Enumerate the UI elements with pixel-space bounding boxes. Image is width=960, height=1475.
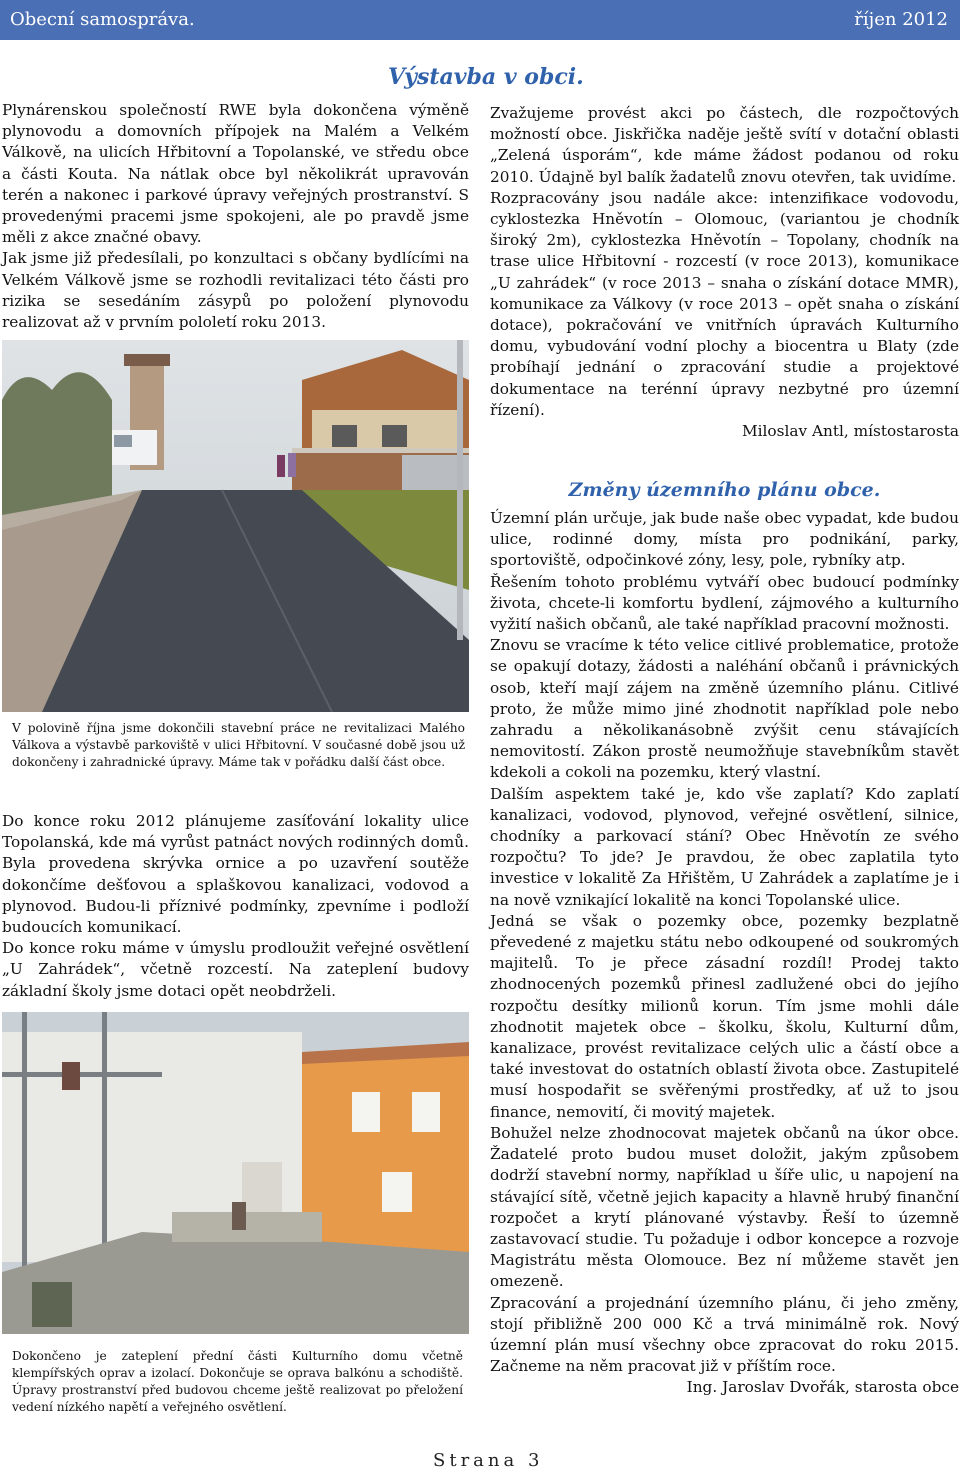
page-number: Strana 3 [433,1450,544,1471]
photo-caption: Dokončeno je zateplení přední části Kulturního domu včetně klempířských oprav a izolací. Dokončuje se oprava balkónu a schodiště. Úpravy prostranství před budovou chceme ještě realizovat po přeložení vedení nízkého napětí a veřejného osvětlení. [2,1334,467,1422]
signature: Miloslav Antl, místostarosta [741,422,959,441]
paragraph: Rozpracovány jsou nadále akce: intenzifikace vodovodu, cyklostezka Hněvotín – Olomouc, (variantou je chodník široký 2m), cyklostezka Hněvotín – Topolany, chodník na trase ulice Hřbitovní - rozcestí (v roce 2013), komunikace „U zahrádek“ (v roce 2013 – snaha o získání dotace MMR), komunikace za Válkovy (v roce 2013 – opět snaha o získání dotace), pokračování ve vnitřních úpravách Kulturního domu, vybudování vodní plochy a biocentra u Blaty (zde probíhají jednání o zpracování studie a projektové dokumentace na terénní úpravy nezbytné pro územní řízení). [490,188,959,419]
paragraph: Zpracování a projednání územního plánu, či jeho změny, stojí přibližně 200 000 Kč a trvá minimálně rok. Nový územní plán musí všechny obce zpracovat do roku 2015. Začneme na něm pracovat již v příštím roce. [490,1293,959,1376]
paragraph: Územní plán určuje, jak bude naše obec vypadat, kde budou ulice, rodinné domy, místa pro podnikání, parky, sportoviště, odpočinkové zóny, lesy, pole, rybníky atp. [490,509,959,570]
left-column-bottom [2,811,469,1002]
paragraph: Jak jsme již předesílali, po konzultaci s občany bydlícími na Velkém Válkově jsme se rozhodli revitalizaci této části pro rizika se sesedáním zásypů po položení plynovodu realizovat až v prvním pololetí roku 2013. [2,249,469,332]
street-photo [2,340,469,712]
paragraph: Znovu se vracíme k této velice citlivé problematice, protože se opakují dotazy, žádosti a naléhání občanů i právnických osob, kteří mají zájem na změně územního plánu. Citlivé proto, že může mimo jiné zhodnotit například pole nebo zahradu a několikanásobně zvýšit cenu stávajících nemovitostí. Zákon prostě neumožňuje stavebníkům stavět kdekoli a cokoli na pozemku, který vlastní. [490,636,959,782]
section-title: Změny územního plánu obce. [568,479,881,501]
signature: Ing. Jaroslav Dvořák, starosta obce [686,1378,959,1397]
right-column-bottom [490,508,959,1399]
paragraph: Do konce roku máme v úmyslu prodloužit veřejné osvětlení „U Zahrádek“, včetně rozcestí. Na zateplení budovy základní školy jsme dotaci opět neobdrželi. [2,939,469,1000]
paragraph: Do konce roku 2012 plánujeme zasíťování lokality ulice Topolanská, kde má vyrůst patnáct nových rodinných domů. Byla provedena skrývka ornice a po uzavření soutěže dokončíme dešťovou a splaškovou kanalizaci, vodovod a plynovod. Budou-li příznivé podmínky, zpevníme i podloží budoucích komunikací. [2,812,469,937]
paragraph: Bohužel nelze zhodnocovat majetek občanů na úkor obce. Žadatelé proto budou muset doložit, jakým způsobem dodrží stavební normy, například u šíře ulic, u napojení na stávající sítě, včetně jejich kapacity a hlavně hrubý finanční rozpočet a krytí plánované výstavby. Řeší to územně zastavovací studie. Tu požaduje i odbor koncepce a rozvoje Magistrátu města Olomouce. Bez ní můžeme stavět jen omezeně. [490,1123,959,1291]
paragraph: Dalším aspektem také je, kdo vše zaplatí? Kdo zaplatí kanalizaci, vodovod, plynovod, veřejné osvětlení, silnice, chodníky a parkovací stání? Obec Hněvotín ze svého rozpočtu? To jde? Je pravdou, že obec zaplatila tyto investice v lokalitě Za Hřištěm, U Zahrádek a zaplatíme je i na nově vznikající lokalitě na konci Topolanské ulice. [490,784,959,909]
header-section: Obecní samospráva. [10,9,195,30]
paragraph: Řešením tohoto problému vytváří obec budoucí podmínky života, chcete-li komfortu bydlení, zájmového a kulturního vyžití našich občanů, ale také například pracovní možnosti. [490,572,959,634]
page-header [0,0,960,40]
article-title: Výstavba v obci. [388,64,584,90]
left-column-top [2,100,469,333]
photo-caption: V polovině října jsme dokončili stavební práce ne revitalizaci Malého Válkova a výstavbě parkoviště v ulici Hřbitovní. V současné době jsou už dokončeny i zahradnické úpravy. Máme tak v pořádku další část obce. [2,712,467,777]
paragraph: Jedná se však o pozemky obce, pozemky bezplatně převedené z majetku státu nebo odkoupené od soukromých majitelů. To je přece zásadní rozdíl! Prodej takto zhodnocených pozemků přinesl zadlužené obci do jejího rozpočtu desítky milionů korun. Tím jsme mohli dále zhodnotit majetek obce – školku, školu, Kulturní dům, kanalizace, provést revitalizace celých ulic a částí obce a také investovat do ostatních oblastí života obce. Zastupitelé musí hospodařit se svěřenými prostředky, ať už to jsou finance, nemovití, či movitý majetek. [490,911,959,1121]
paragraph: Zvažujeme provést akci po částech, dle rozpočtových možností obce. Jiskřička naděje ještě svítí v dotační oblasti „Zelená úsporám“, kde máme žádost podanou od roku 2010. Údajně byl balík žadatelů znovu otevřen, tak uvidíme. [490,104,959,186]
right-column-top [490,103,959,442]
culture-house-photo [2,1012,469,1334]
header-date: říjen 2012 [854,9,948,30]
paragraph: Plynárenskou společností RWE byla dokončena výměně plynovodu a domovních přípojek na Malém a Velkém Válkově, na ulicích Hřbitovní a Topolanské, ve středu obce a části Kouta. Na nátlak obce byl několikrát upravován terén a nakonec i parkové úpravy veřejných prostranství. S provedenými pracemi jsme spokojeni, ale po pravdě jsme měli z akce značné obavy. [2,101,469,247]
